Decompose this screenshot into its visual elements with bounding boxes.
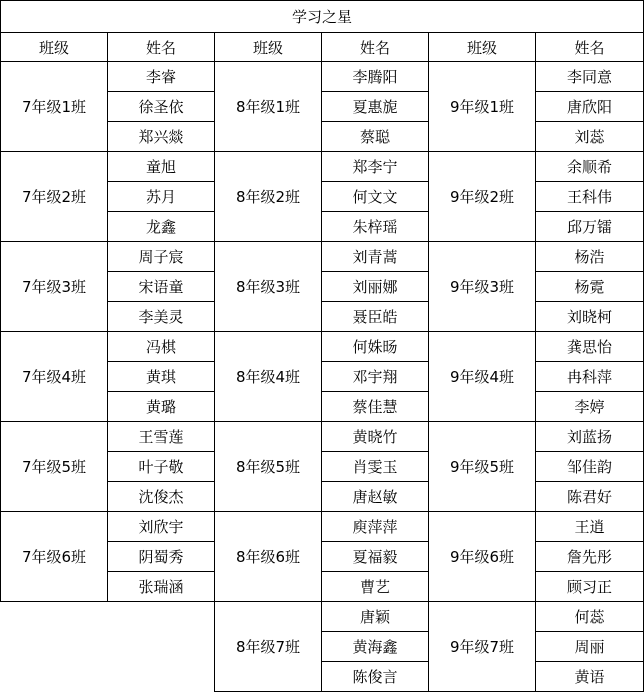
student-name-cell: 黄晓竹 <box>322 422 429 452</box>
student-name-cell: 唐赵敏 <box>322 482 429 512</box>
student-name-cell: 何姝旸 <box>322 332 429 362</box>
student-name-cell: 邹佳韵 <box>536 452 644 482</box>
header-row <box>1 33 644 62</box>
table-row <box>1 602 644 632</box>
table-row <box>1 332 644 362</box>
student-name-cell: 詹先彤 <box>536 542 644 572</box>
student-name-cell: 庾萍萍 <box>322 512 429 542</box>
student-name-cell: 黄琪 <box>108 362 215 392</box>
student-name-cell: 王雪莲 <box>108 422 215 452</box>
student-name-cell: 阴蜀秀 <box>108 542 215 572</box>
student-name-cell: 夏惠旎 <box>322 92 429 122</box>
student-name-cell: 唐颖 <box>322 602 429 632</box>
student-name-cell: 沈俊杰 <box>108 482 215 512</box>
table-row <box>1 62 644 92</box>
header-name-9: 姓名 <box>536 33 644 62</box>
student-name-cell: 龚思怡 <box>536 332 644 362</box>
header-name-7: 姓名 <box>108 33 215 62</box>
class-cell: 8年级4班 <box>215 332 322 422</box>
student-name-cell: 龙鑫 <box>108 212 215 242</box>
student-name-cell: 黄海鑫 <box>322 632 429 662</box>
header-class-7: 班级 <box>1 33 108 62</box>
student-name-cell: 冉科萍 <box>536 362 644 392</box>
class-cell: 7年级6班 <box>1 512 108 602</box>
student-name-cell: 刘蓝扬 <box>536 422 644 452</box>
student-name-cell: 刘欣宇 <box>108 512 215 542</box>
student-name-cell: 郑兴燚 <box>108 122 215 152</box>
class-cell: 7年级5班 <box>1 422 108 512</box>
class-cell: 8年级1班 <box>215 62 322 152</box>
class-cell: 9年级1班 <box>429 62 536 152</box>
student-name-cell: 夏福毅 <box>322 542 429 572</box>
student-name-cell: 叶子敬 <box>108 452 215 482</box>
student-name-cell: 聂臣皓 <box>322 302 429 332</box>
student-name-cell: 蔡佳慧 <box>322 392 429 422</box>
student-name-cell: 徐圣依 <box>108 92 215 122</box>
student-name-cell: 王科伟 <box>536 182 644 212</box>
table-row <box>1 512 644 542</box>
student-name-cell: 刘晓柯 <box>536 302 644 332</box>
class-cell <box>1 602 215 692</box>
student-name-cell: 肖雯玉 <box>322 452 429 482</box>
class-cell: 7年级2班 <box>1 152 108 242</box>
table-row <box>1 422 644 452</box>
student-name-cell: 刘蕊 <box>536 122 644 152</box>
student-name-cell: 陈君好 <box>536 482 644 512</box>
student-name-cell: 宋语童 <box>108 272 215 302</box>
class-cell: 8年级6班 <box>215 512 322 602</box>
class-cell: 7年级1班 <box>1 62 108 152</box>
student-name-cell: 邓宇翔 <box>322 362 429 392</box>
class-cell: 8年级3班 <box>215 242 322 332</box>
student-name-cell: 李睿 <box>108 62 215 92</box>
class-cell: 8年级7班 <box>215 602 322 692</box>
student-name-cell: 曹艺 <box>322 572 429 602</box>
class-cell: 9年级6班 <box>429 512 536 602</box>
class-cell: 9年级7班 <box>429 602 536 692</box>
table-row <box>1 152 644 182</box>
student-name-cell: 周丽 <box>536 632 644 662</box>
class-cell: 8年级5班 <box>215 422 322 512</box>
table-title: 学习之星 <box>1 1 644 33</box>
class-cell: 8年级2班 <box>215 152 322 242</box>
student-name-cell: 李婷 <box>536 392 644 422</box>
title-row <box>1 1 644 33</box>
student-name-cell: 陈俊言 <box>322 662 429 692</box>
class-cell: 9年级3班 <box>429 242 536 332</box>
student-name-cell: 苏月 <box>108 182 215 212</box>
student-name-cell: 何蕊 <box>536 602 644 632</box>
student-name-cell: 郑李宁 <box>322 152 429 182</box>
student-name-cell: 邱万镭 <box>536 212 644 242</box>
student-name-cell: 冯棋 <box>108 332 215 362</box>
class-cell: 9年级2班 <box>429 152 536 242</box>
student-name-cell: 王逍 <box>536 512 644 542</box>
table-row <box>1 242 644 272</box>
class-cell: 9年级5班 <box>429 422 536 512</box>
student-name-cell: 童旭 <box>108 152 215 182</box>
class-cell: 9年级4班 <box>429 332 536 422</box>
header-class-9: 班级 <box>429 33 536 62</box>
student-name-cell: 黄语 <box>536 662 644 692</box>
student-name-cell: 余顺希 <box>536 152 644 182</box>
student-name-cell: 李腾阳 <box>322 62 429 92</box>
student-name-cell: 蔡聪 <box>322 122 429 152</box>
student-name-cell: 黄璐 <box>108 392 215 422</box>
class-cell: 7年级4班 <box>1 332 108 422</box>
student-name-cell: 唐欣阳 <box>536 92 644 122</box>
student-name-cell: 刘青蒿 <box>322 242 429 272</box>
student-name-cell: 张瑞涵 <box>108 572 215 602</box>
student-name-cell: 刘丽娜 <box>322 272 429 302</box>
student-name-cell: 李同意 <box>536 62 644 92</box>
student-name-cell: 朱梓瑶 <box>322 212 429 242</box>
student-name-cell: 何文文 <box>322 182 429 212</box>
student-name-cell: 李美灵 <box>108 302 215 332</box>
student-name-cell: 顾习正 <box>536 572 644 602</box>
student-name-cell: 杨霓 <box>536 272 644 302</box>
class-cell: 7年级3班 <box>1 242 108 332</box>
header-name-8: 姓名 <box>322 33 429 62</box>
student-name-cell: 杨浩 <box>536 242 644 272</box>
student-name-cell: 周子宸 <box>108 242 215 272</box>
header-class-8: 班级 <box>215 33 322 62</box>
